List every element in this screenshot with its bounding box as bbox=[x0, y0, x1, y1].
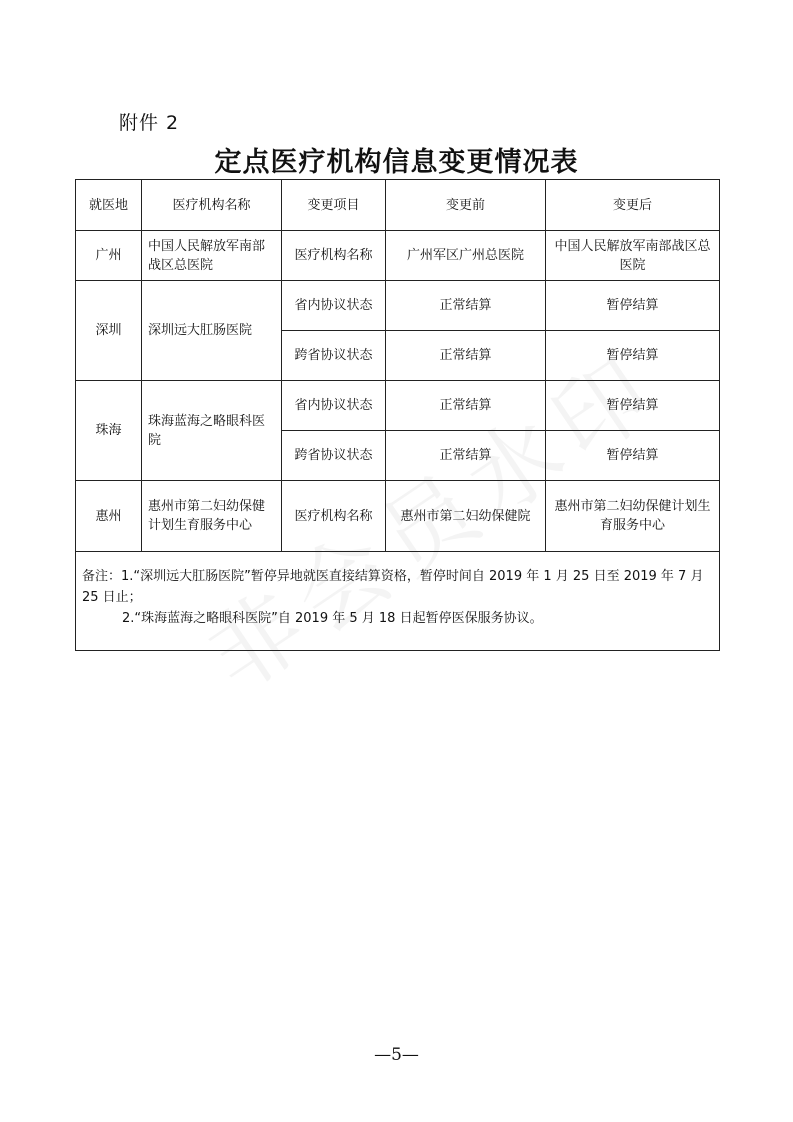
table-row bbox=[76, 381, 720, 431]
change-item-cell: 省内协议状态 bbox=[282, 381, 386, 431]
after-cell: 暂停结算 bbox=[546, 431, 720, 481]
table-row bbox=[76, 231, 720, 281]
page-number: —5— bbox=[374, 1045, 419, 1065]
notes-row bbox=[76, 552, 720, 651]
attachment-label: 附件 2 bbox=[119, 112, 180, 134]
notes-cell bbox=[76, 552, 720, 651]
header-after: 变更后 bbox=[546, 180, 720, 231]
change-item-cell: 跨省协议状态 bbox=[282, 431, 386, 481]
change-table bbox=[75, 179, 720, 651]
institution-cell: 惠州市第二妇幼保健计划生育服务中心 bbox=[142, 481, 282, 552]
after-cell: 暂停结算 bbox=[546, 381, 720, 431]
header-before: 变更前 bbox=[386, 180, 546, 231]
page-title: 定点医疗机构信息变更情况表 bbox=[214, 147, 579, 178]
location-cell: 珠海 bbox=[76, 381, 142, 481]
institution-cell: 中国人民解放军南部战区总医院 bbox=[142, 231, 282, 281]
location-cell: 深圳 bbox=[76, 281, 142, 381]
before-cell: 惠州市第二妇幼保健院 bbox=[386, 481, 546, 552]
before-cell: 正常结算 bbox=[386, 381, 546, 431]
after-cell: 惠州市第二妇幼保健计划生育服务中心 bbox=[546, 481, 720, 552]
change-item-cell: 医疗机构名称 bbox=[282, 231, 386, 281]
after-cell: 暂停结算 bbox=[546, 281, 720, 331]
change-item-cell: 省内协议状态 bbox=[282, 281, 386, 331]
before-cell: 正常结算 bbox=[386, 281, 546, 331]
header-institution: 医疗机构名称 bbox=[142, 180, 282, 231]
after-cell: 暂停结算 bbox=[546, 331, 720, 381]
note-line-2: 2.“珠海蓝海之略眼科医院”自 2019 年 5 月 18 日起暂停医保服务协议。 bbox=[122, 611, 543, 626]
change-item-cell: 医疗机构名称 bbox=[282, 481, 386, 552]
table-row bbox=[76, 281, 720, 331]
note-line-1: 备注：1.“深圳远大肛肠医院”暂停异地就医直接结算资格，暂停时间自 2019 年 1 月 25 日至 2019 年 7 月 25 日止； bbox=[82, 569, 704, 605]
before-cell: 正常结算 bbox=[386, 431, 546, 481]
header-change-item: 变更项目 bbox=[282, 180, 386, 231]
before-cell: 正常结算 bbox=[386, 331, 546, 381]
location-cell: 惠州 bbox=[76, 481, 142, 552]
header-location: 就医地 bbox=[76, 180, 142, 231]
institution-cell: 深圳远大肛肠医院 bbox=[142, 281, 282, 381]
institution-cell: 珠海蓝海之略眼科医院 bbox=[142, 381, 282, 481]
table-row bbox=[76, 481, 720, 552]
change-item-cell: 跨省协议状态 bbox=[282, 331, 386, 381]
location-cell: 广州 bbox=[76, 231, 142, 281]
table-header-row bbox=[76, 180, 720, 231]
after-cell: 中国人民解放军南部战区总医院 bbox=[546, 231, 720, 281]
before-cell: 广州军区广州总医院 bbox=[386, 231, 546, 281]
